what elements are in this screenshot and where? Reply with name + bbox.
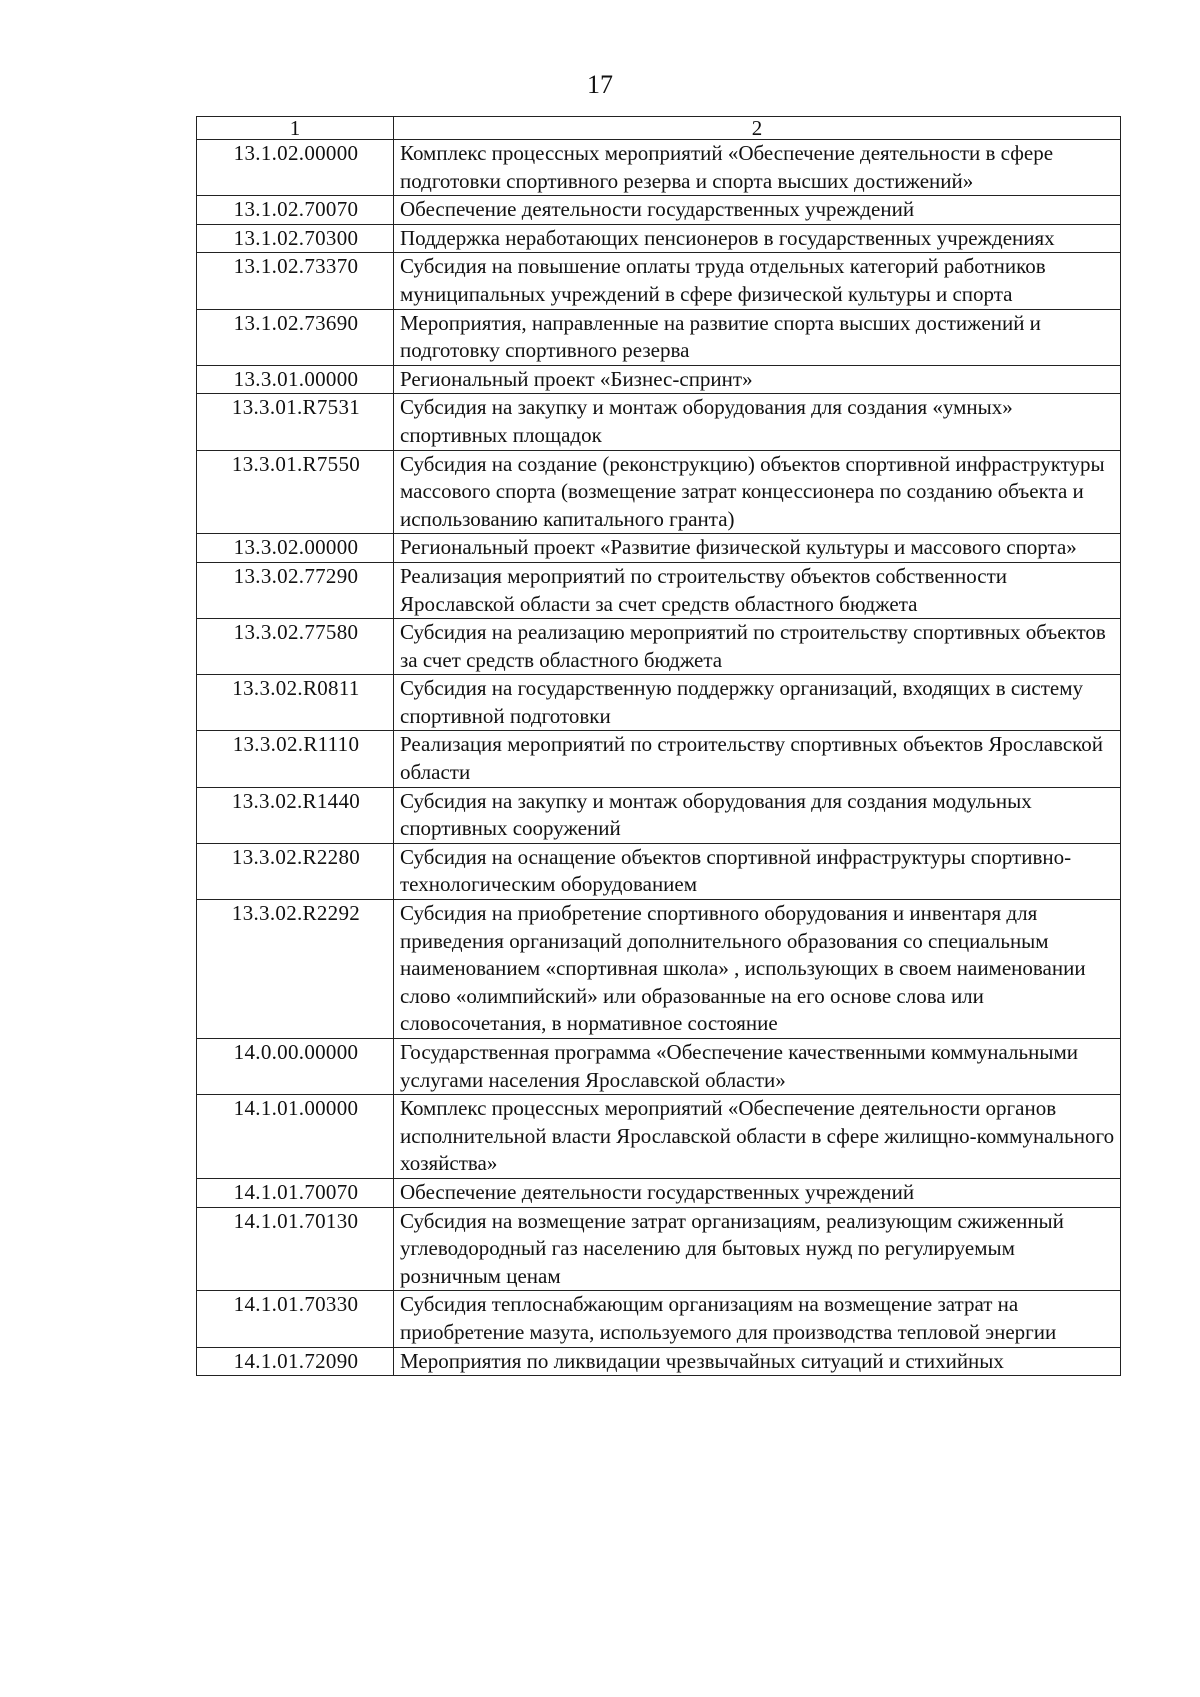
table-row [197,619,1121,675]
table-row [197,1207,1121,1291]
code-cell: 13.1.02.70300 [197,224,394,253]
code-cell: 14.1.01.00000 [197,1095,394,1179]
table-row [197,365,1121,394]
code-cell: 13.3.02.R1440 [197,787,394,843]
code-cell: 13.1.02.73690 [197,309,394,365]
table-row [197,309,1121,365]
name-cell: Мероприятия по ликвидации чрезвычайных ситуаций и стихийных [394,1347,1121,1376]
code-cell: 13.3.02.R2292 [197,900,394,1039]
name-cell: Реализация мероприятий по строительству объектов собственности Ярославской области за счет средств областного бюджета [394,562,1121,618]
name-cell: Государственная программа «Обеспечение качественными коммунальными услугами населения Ярославской области» [394,1039,1121,1095]
table-row [197,675,1121,731]
table-row [197,253,1121,309]
table-row [197,1291,1121,1347]
name-cell: Субсидия на повышение оплаты труда отдельных категорий работников муниципальных учреждений в сфере физической культуры и спорта [394,253,1121,309]
table-row [197,450,1121,534]
column-header-code: 1 [197,117,394,140]
name-cell: Обеспечение деятельности государственных учреждений [394,196,1121,225]
name-cell: Субсидия на приобретение спортивного оборудования и инвентаря для приведения организаций дополнительного образования со специальным наименованием «спортивная школа» , использующих в своем наименовании слово «олимпийский» или образованные на его основе слова или словосочетания, в нормативное состояние [394,900,1121,1039]
name-cell: Обеспечение деятельности государственных учреждений [394,1178,1121,1207]
name-cell: Субсидия теплоснабжающим организациям на возмещение затрат на приобретение мазута, используемого для производства тепловой энергии [394,1291,1121,1347]
code-cell: 13.1.02.70070 [197,196,394,225]
table-row [197,900,1121,1039]
table-row [197,1347,1121,1376]
code-cell: 13.3.02.R1110 [197,731,394,787]
code-cell: 13.3.02.R2280 [197,843,394,899]
code-cell: 14.0.00.00000 [197,1039,394,1095]
name-cell: Субсидия на возмещение затрат организациям, реализующим сжиженный углеводородный газ населению для бытовых нужд по регулируемым розничным ценам [394,1207,1121,1291]
name-cell: Субсидия на оснащение объектов спортивной инфраструктуры спортивно-технологическим оборудованием [394,843,1121,899]
table-row [197,787,1121,843]
budget-classification-table [196,116,1121,1376]
table-row [197,1039,1121,1095]
code-cell: 14.1.01.70070 [197,1178,394,1207]
name-cell: Комплекс процессных мероприятий «Обеспечение деятельности органов исполнительной власти Ярославской области в сфере жилищно-коммунального хозяйства» [394,1095,1121,1179]
table-row [197,843,1121,899]
table-row [197,562,1121,618]
code-cell: 13.3.02.77580 [197,619,394,675]
table-header [197,117,1121,140]
name-cell: Региональный проект «Бизнес-спринт» [394,365,1121,394]
page-number: 17 [587,70,613,99]
code-cell: 13.1.02.73370 [197,253,394,309]
table-row [197,196,1121,225]
table-row [197,224,1121,253]
name-cell: Субсидия на закупку и монтаж оборудования для создания модульных спортивных сооружений [394,787,1121,843]
code-cell: 13.3.01.00000 [197,365,394,394]
name-cell: Субсидия на государственную поддержку организаций, входящих в систему спортивной подготовки [394,675,1121,731]
code-cell: 13.3.02.77290 [197,562,394,618]
code-cell: 13.3.01.R7550 [197,450,394,534]
code-cell: 13.3.02.R0811 [197,675,394,731]
name-cell: Субсидия на создание (реконструкцию) объектов спортивной инфраструктуры массового спорта (возмещение затрат концессионера по созданию объекта и использованию капитального гранта) [394,450,1121,534]
name-cell: Субсидия на реализацию мероприятий по строительству спортивных объектов за счет средств областного бюджета [394,619,1121,675]
name-cell: Реализация мероприятий по строительству спортивных объектов Ярославской области [394,731,1121,787]
code-cell: 14.1.01.70130 [197,1207,394,1291]
table-row [197,1095,1121,1179]
table-row [197,140,1121,196]
table-body [197,140,1121,1376]
name-cell: Мероприятия, направленные на развитие спорта высших достижений и подготовку спортивного резерва [394,309,1121,365]
table-row [197,534,1121,563]
table-row [197,394,1121,450]
code-cell: 13.3.01.R7531 [197,394,394,450]
name-cell: Региональный проект «Развитие физической культуры и массового спорта» [394,534,1121,563]
name-cell: Комплекс процессных мероприятий «Обеспечение деятельности в сфере подготовки спортивного резерва и спорта высших достижений» [394,140,1121,196]
table-row [197,731,1121,787]
table-row [197,1178,1121,1207]
header-row [197,117,1121,140]
name-cell: Субсидия на закупку и монтаж оборудования для создания «умных» спортивных площадок [394,394,1121,450]
code-cell: 13.3.02.00000 [197,534,394,563]
code-cell: 14.1.01.70330 [197,1291,394,1347]
name-cell: Поддержка неработающих пенсионеров в государственных учреждениях [394,224,1121,253]
code-cell: 13.1.02.00000 [197,140,394,196]
column-header-name: 2 [394,117,1121,140]
code-cell: 14.1.01.72090 [197,1347,394,1376]
